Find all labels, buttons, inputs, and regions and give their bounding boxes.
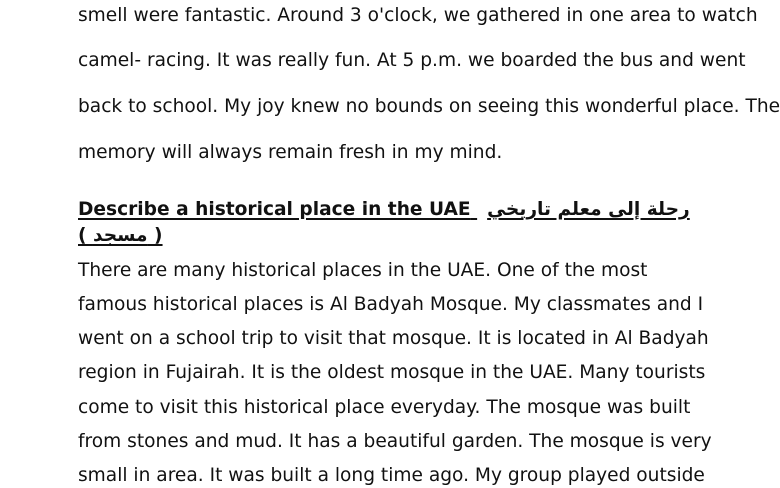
paragraph-line: went on a school trip to visit that mosque. It is located in Al Badyah [78, 328, 709, 349]
paragraph-line: camel- racing. It was really fun. At 5 p.m. we boarded the bus and went [78, 50, 746, 71]
section-heading-arabic-subtitle: ( مسجد ) [78, 225, 163, 246]
paragraph-line: small in area. It was built a long time ago. My group played outside [78, 465, 705, 486]
paragraph-line: come to visit this historical place everyday. The mosque was built [78, 397, 691, 418]
paragraph-line: famous historical places is Al Badyah Mosque. My classmates and I [78, 294, 704, 315]
paragraph-line: region in Fujairah. It is the oldest mosque in the UAE. Many tourists [78, 362, 706, 383]
section-heading-english: Describe a historical place in the UAE [78, 199, 471, 220]
section-heading-arabic: رحلة إلى معلم تاريخي [487, 199, 690, 220]
paragraph-line: from stones and mud. It has a beautiful garden. The mosque is very [78, 431, 712, 452]
paragraph-line: back to school. My joy knew no bounds on seeing this wonderful place. The [78, 96, 780, 117]
paragraph-line: memory will always remain fresh in my mind. [78, 142, 503, 163]
paragraph-line: smell were fantastic. Around 3 o'clock, we gathered in one area to watch [78, 5, 758, 26]
section-heading [78, 198, 690, 222]
paragraph-line: There are many historical places in the UAE. One of the most [78, 260, 648, 281]
